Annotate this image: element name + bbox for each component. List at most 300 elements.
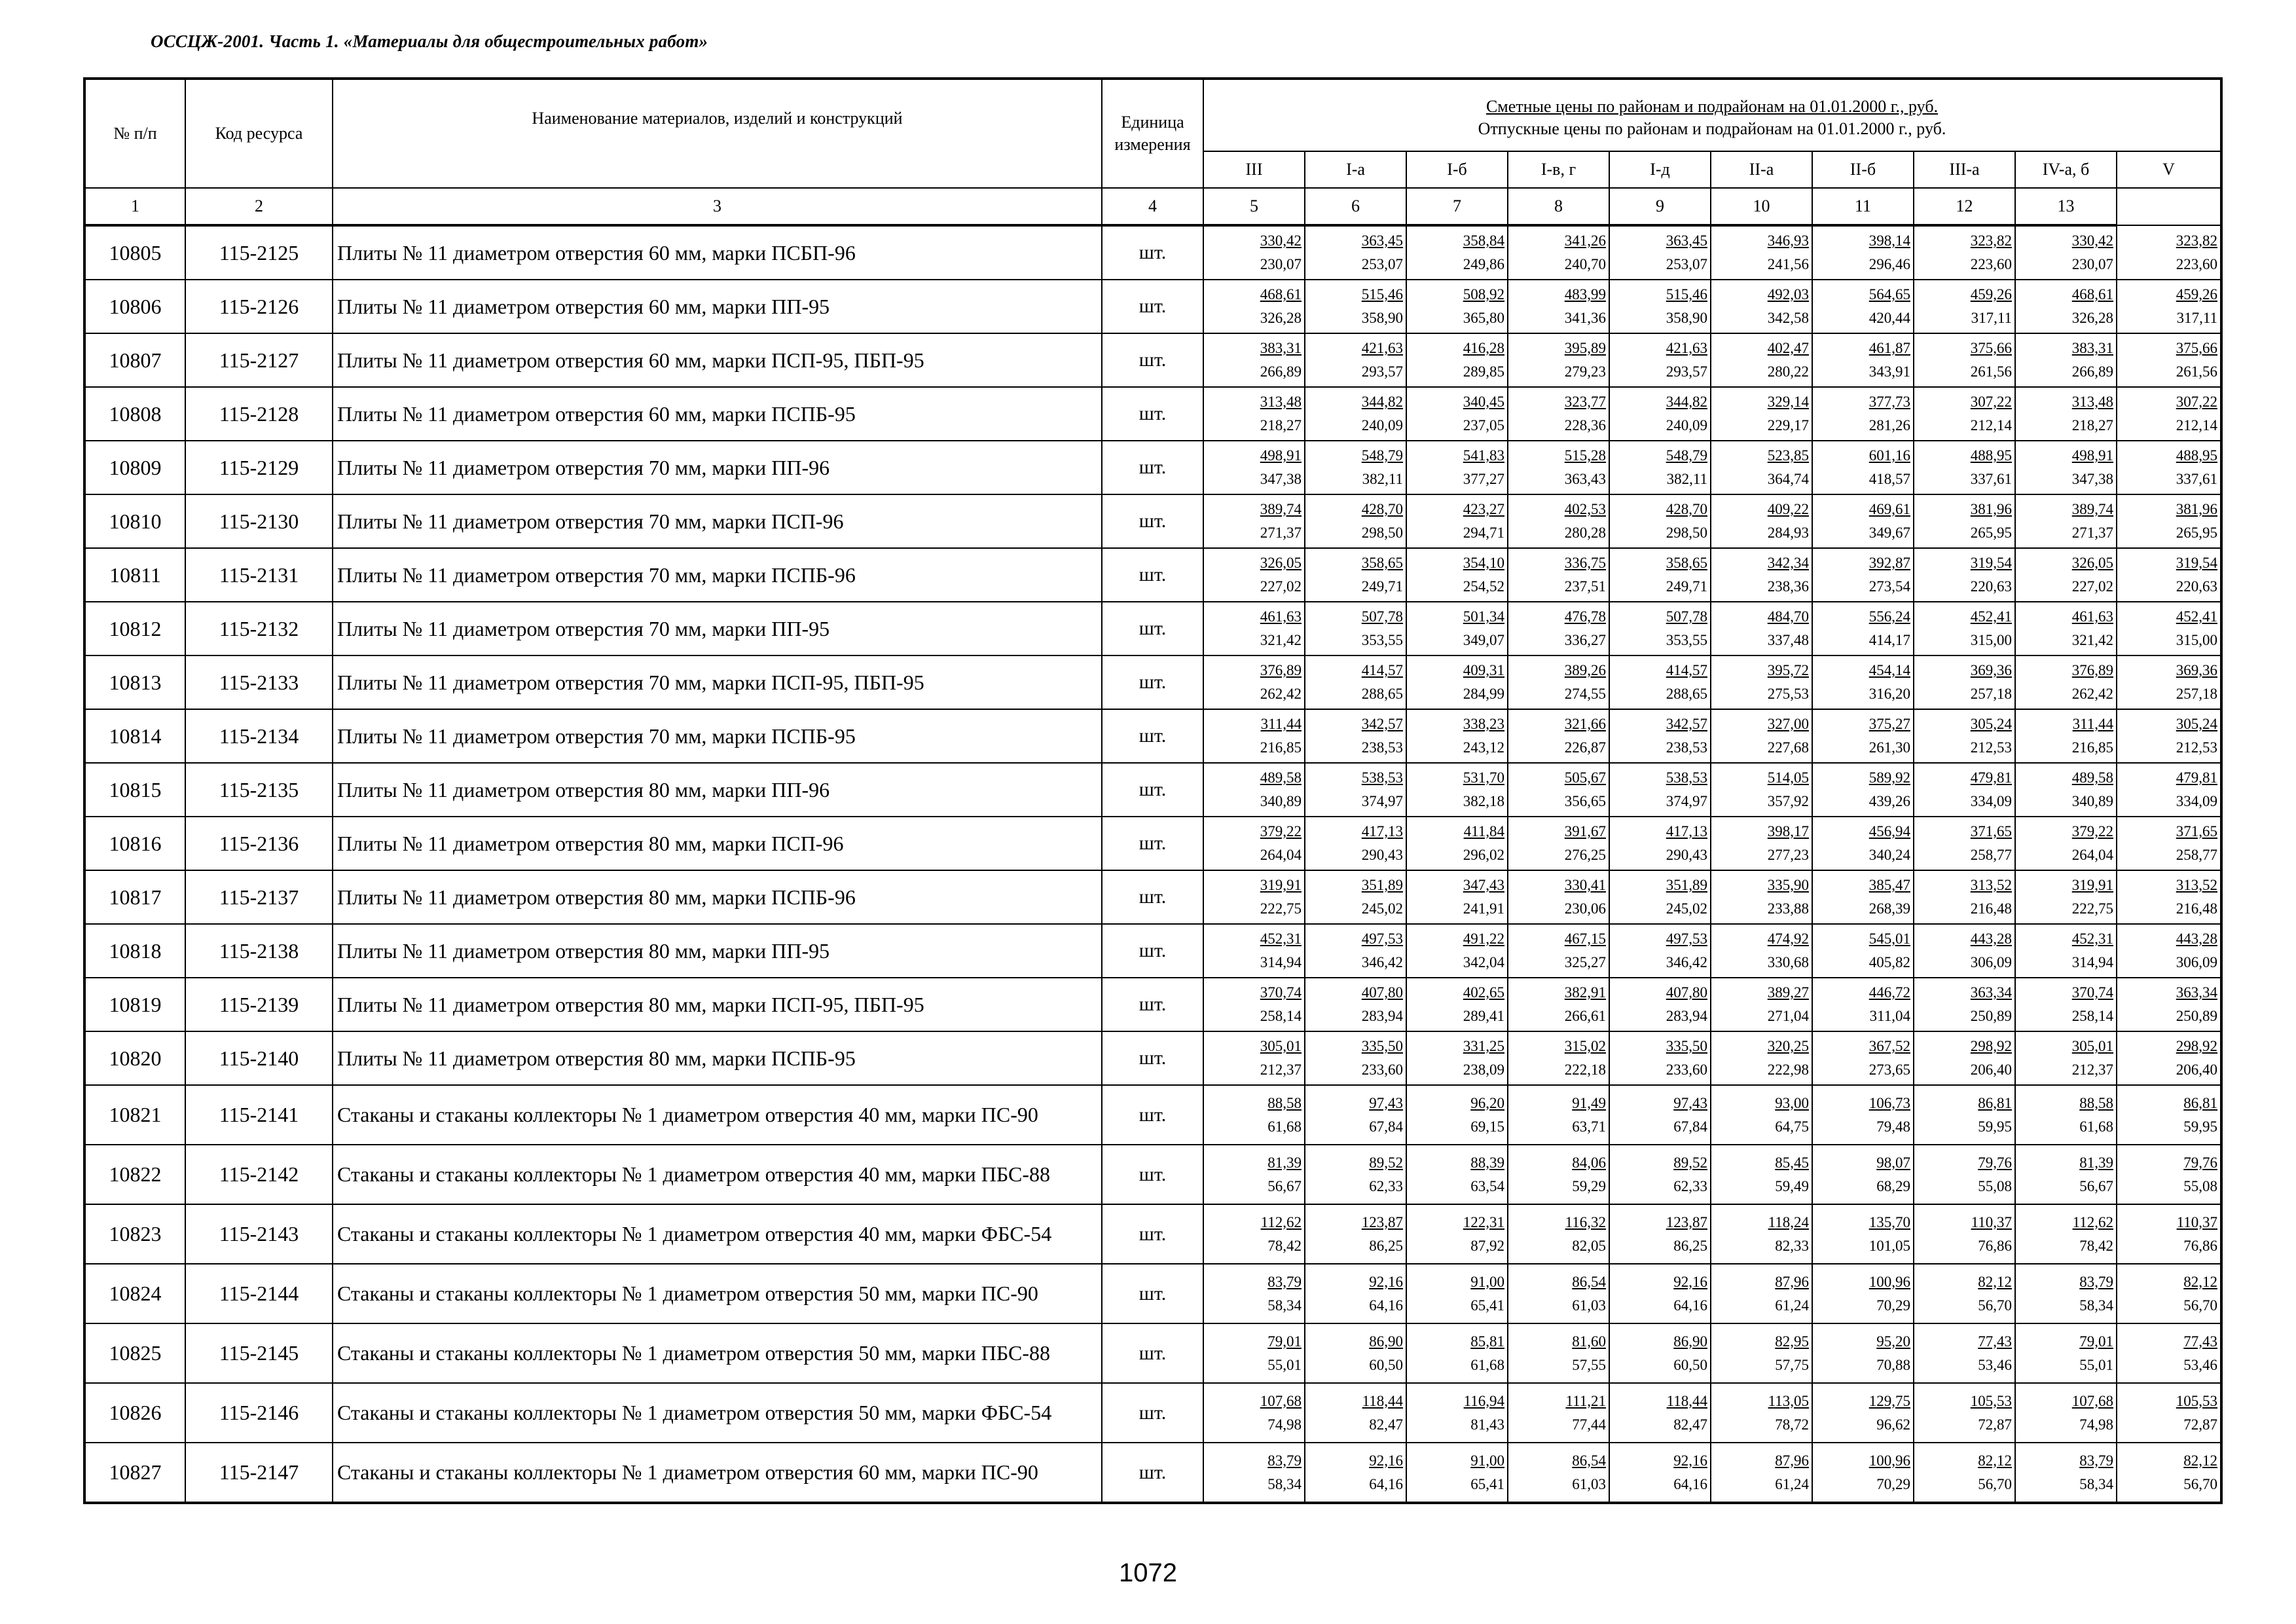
estimate-price: 407,80 — [1666, 984, 1707, 1001]
price-cell — [1711, 602, 1812, 655]
release-price: 63,54 — [1470, 1177, 1504, 1194]
price-cell — [2117, 817, 2221, 870]
release-price: 70,29 — [1876, 1475, 1910, 1492]
price-cell — [2117, 1204, 2221, 1264]
estimate-price: 298,92 — [1970, 1038, 2012, 1054]
release-price: 229,17 — [1767, 417, 1809, 434]
estimate-price: 548,79 — [1361, 447, 1403, 464]
column-number: 7 — [1406, 188, 1508, 225]
release-price: 76,86 — [1978, 1237, 2012, 1254]
release-price: 271,37 — [2071, 525, 2113, 541]
estimate-price: 344,82 — [1361, 394, 1403, 410]
price-cell — [1508, 602, 1609, 655]
release-price: 57,75 — [1775, 1356, 1809, 1373]
estimate-price: 82,95 — [1775, 1333, 1809, 1350]
estimate-price: 416,28 — [1463, 340, 1504, 356]
release-price: 56,70 — [1978, 1297, 2012, 1314]
price-cell — [2015, 709, 2117, 763]
price-cell — [1508, 1204, 1609, 1264]
price-cell — [1406, 1383, 1508, 1443]
price-cell — [1812, 1323, 1914, 1383]
region-header: II-б — [1812, 151, 1914, 188]
estimate-price: 443,28 — [1970, 931, 2012, 947]
price-cell — [1508, 924, 1609, 978]
release-price: 64,16 — [1673, 1297, 1707, 1314]
price-cell — [1406, 1323, 1508, 1383]
release-price: 220,63 — [1970, 578, 2012, 595]
price-table-body — [84, 79, 2221, 1503]
release-price: 70,29 — [1876, 1297, 1910, 1314]
region-header: IV-а, б — [2015, 151, 2117, 188]
release-price: 227,02 — [2071, 578, 2113, 595]
price-cell — [1711, 763, 1812, 817]
release-price: 274,55 — [1564, 686, 1606, 702]
estimate-price: 489,58 — [1260, 769, 1302, 786]
estimate-price: 100,96 — [1868, 1452, 1910, 1469]
resource-code: 115-2146 — [185, 1383, 333, 1443]
price-cell — [2015, 924, 2117, 978]
release-price: 296,46 — [1868, 256, 1910, 272]
price-cell — [1914, 1443, 2015, 1503]
price-cell — [1203, 387, 1305, 441]
release-price: 78,42 — [1267, 1237, 1302, 1254]
header-estimate-prices: Сметные цены по районам и подрайонам на 01.01.2000 г., руб. — [1485, 97, 1939, 116]
price-cell — [2117, 978, 2221, 1031]
row-number: 10808 — [84, 387, 185, 441]
estimate-price: 123,87 — [1361, 1213, 1403, 1230]
estimate-price: 100,96 — [1868, 1273, 1910, 1290]
price-cell — [2015, 1323, 2117, 1383]
page-number: 1072 — [1119, 1559, 1177, 1587]
estimate-price: 311,44 — [1260, 716, 1302, 732]
release-price: 59,95 — [1978, 1118, 2012, 1135]
price-cell — [1508, 1031, 1609, 1085]
release-price: 240,09 — [1361, 417, 1403, 434]
estimate-price: 421,63 — [1666, 340, 1707, 356]
price-cell — [1812, 494, 1914, 548]
price-cell — [1305, 1145, 1406, 1204]
release-price: 241,91 — [1463, 900, 1504, 917]
release-price: 347,38 — [2071, 471, 2113, 487]
price-cell — [1609, 817, 1711, 870]
column-number: 13 — [2015, 188, 2117, 225]
estimate-price: 454,14 — [1868, 662, 1910, 678]
release-price: 346,42 — [1666, 954, 1707, 970]
estimate-price: 371,65 — [1970, 823, 2012, 840]
estimate-price: 351,89 — [1666, 877, 1707, 893]
price-cell — [1305, 709, 1406, 763]
estimate-price: 344,82 — [1666, 394, 1707, 410]
unit: шт. — [1102, 548, 1203, 602]
release-price: 64,16 — [1673, 1475, 1707, 1492]
estimate-price: 376,89 — [2071, 662, 2113, 678]
table-header-row — [84, 79, 2221, 151]
price-cell — [1609, 441, 1711, 494]
estimate-price: 85,45 — [1775, 1154, 1809, 1171]
estimate-price: 531,70 — [1463, 769, 1504, 786]
price-cell — [1305, 441, 1406, 494]
estimate-price: 381,96 — [2176, 501, 2218, 517]
release-price: 72,87 — [2183, 1416, 2218, 1433]
material-name: Плиты № 11 диаметром отверстия 70 мм, марки ПП-95 — [333, 602, 1102, 655]
region-header: II-а — [1711, 151, 1812, 188]
release-price: 317,11 — [2176, 310, 2218, 326]
estimate-price: 389,27 — [1767, 984, 1809, 1001]
price-cell — [2117, 494, 2221, 548]
release-price: 298,50 — [1361, 525, 1403, 541]
release-price: 284,93 — [1767, 525, 1809, 541]
unit: шт. — [1102, 1323, 1203, 1383]
column-number: 9 — [1609, 188, 1711, 225]
release-price: 240,70 — [1564, 256, 1606, 272]
row-number: 10816 — [84, 817, 185, 870]
estimate-price: 92,16 — [1673, 1452, 1707, 1469]
table-row — [84, 225, 2221, 280]
row-number: 10814 — [84, 709, 185, 763]
release-price: 281,26 — [1868, 417, 1910, 434]
table-row — [84, 548, 2221, 602]
price-cell — [1406, 709, 1508, 763]
release-price: 316,20 — [1868, 686, 1910, 702]
row-number: 10826 — [84, 1383, 185, 1443]
material-name: Плиты № 11 диаметром отверстия 80 мм, марки ПСПБ-96 — [333, 870, 1102, 924]
unit: шт. — [1102, 763, 1203, 817]
price-cell — [2015, 655, 2117, 709]
price-cell — [2117, 655, 2221, 709]
release-price: 268,39 — [1868, 900, 1910, 917]
release-price: 58,34 — [2079, 1475, 2113, 1492]
estimate-price: 307,22 — [2176, 394, 2218, 410]
release-price: 262,42 — [1260, 686, 1302, 702]
estimate-price: 342,57 — [1666, 716, 1707, 732]
resource-code: 115-2125 — [185, 225, 333, 280]
release-price: 363,43 — [1564, 471, 1606, 487]
table-row — [84, 1204, 2221, 1264]
release-price: 59,95 — [2183, 1118, 2218, 1135]
estimate-price: 89,52 — [1673, 1154, 1707, 1171]
estimate-price: 483,99 — [1564, 286, 1606, 303]
region-header: I-в, г — [1508, 151, 1609, 188]
estimate-price: 459,26 — [1970, 286, 2012, 303]
estimate-price: 376,89 — [1260, 662, 1302, 678]
table-row — [84, 1031, 2221, 1085]
table-row — [84, 1323, 2221, 1383]
release-price: 288,65 — [1361, 686, 1403, 702]
price-cell — [1305, 1031, 1406, 1085]
price-cell — [1812, 441, 1914, 494]
estimate-price: 82,12 — [2183, 1273, 2218, 1290]
release-price: 230,07 — [1260, 256, 1302, 272]
price-cell — [1305, 333, 1406, 387]
table-row — [84, 387, 2221, 441]
price-cell — [1609, 709, 1711, 763]
header-unit: Единица измерения — [1102, 79, 1203, 188]
unit: шт. — [1102, 1204, 1203, 1264]
unit: шт. — [1102, 494, 1203, 548]
price-cell — [1711, 441, 1812, 494]
row-number: 10822 — [84, 1145, 185, 1204]
estimate-price: 459,26 — [2176, 286, 2218, 303]
row-number: 10819 — [84, 978, 185, 1031]
price-cell — [2117, 1145, 2221, 1204]
estimate-price: 335,50 — [1666, 1038, 1707, 1054]
price-cell — [2015, 1145, 2117, 1204]
row-number: 10821 — [84, 1085, 185, 1145]
material-name: Плиты № 11 диаметром отверстия 60 мм, марки ПСП-95, ПБП-95 — [333, 333, 1102, 387]
price-cell — [2117, 1031, 2221, 1085]
price-cell — [1508, 655, 1609, 709]
release-price: 347,38 — [1260, 471, 1302, 487]
estimate-price: 92,16 — [1369, 1452, 1403, 1469]
price-cell — [1305, 1443, 1406, 1503]
estimate-price: 389,26 — [1564, 662, 1606, 678]
header-price-caption — [1203, 79, 2221, 151]
unit: шт. — [1102, 441, 1203, 494]
release-price: 216,48 — [1970, 900, 2012, 917]
release-price: 240,09 — [1666, 417, 1707, 434]
estimate-price: 135,70 — [1868, 1213, 1910, 1230]
price-cell — [2015, 548, 2117, 602]
price-cell — [1508, 494, 1609, 548]
release-price: 63,71 — [1572, 1118, 1606, 1135]
release-price: 261,30 — [1868, 739, 1910, 756]
release-price: 321,42 — [1260, 632, 1302, 648]
price-cell — [1203, 333, 1305, 387]
table-row — [84, 280, 2221, 333]
estimate-price: 83,79 — [2079, 1452, 2113, 1469]
release-price: 358,90 — [1666, 310, 1707, 326]
estimate-price: 505,67 — [1564, 769, 1606, 786]
estimate-price: 305,01 — [2071, 1038, 2113, 1054]
estimate-price: 106,73 — [1868, 1094, 1910, 1111]
material-name: Плиты № 11 диаметром отверстия 80 мм, марки ПСПБ-95 — [333, 1031, 1102, 1085]
price-cell — [1305, 1383, 1406, 1443]
price-cell — [1914, 709, 2015, 763]
price-cell — [1711, 548, 1812, 602]
price-cell — [1203, 1031, 1305, 1085]
material-name: Плиты № 11 диаметром отверстия 70 мм, марки ПСП-96 — [333, 494, 1102, 548]
estimate-price: 489,58 — [2071, 769, 2113, 786]
estimate-price: 92,16 — [1369, 1273, 1403, 1290]
release-price: 230,07 — [2071, 256, 2113, 272]
estimate-price: 342,34 — [1767, 555, 1809, 571]
release-price: 87,92 — [1470, 1237, 1504, 1254]
estimate-price: 545,01 — [1868, 931, 1910, 947]
price-cell — [1914, 978, 2015, 1031]
row-number: 10812 — [84, 602, 185, 655]
estimate-price: 123,87 — [1666, 1213, 1707, 1230]
release-price: 74,98 — [1267, 1416, 1302, 1433]
material-name: Плиты № 11 диаметром отверстия 70 мм, марки ПП-96 — [333, 441, 1102, 494]
estimate-price: 491,22 — [1463, 931, 1504, 947]
release-price: 273,54 — [1868, 578, 1910, 595]
release-price: 340,89 — [1260, 793, 1302, 809]
release-price: 330,68 — [1767, 954, 1809, 970]
estimate-price: 377,73 — [1868, 394, 1910, 410]
table-row — [84, 1145, 2221, 1204]
resource-code: 115-2136 — [185, 817, 333, 870]
price-cell — [1508, 1323, 1609, 1383]
release-price: 243,12 — [1463, 739, 1504, 756]
release-price: 264,04 — [2071, 847, 2113, 863]
release-price: 58,34 — [2079, 1297, 2113, 1314]
release-price: 250,89 — [2176, 1008, 2218, 1024]
release-price: 61,24 — [1775, 1297, 1809, 1314]
estimate-price: 369,36 — [1970, 662, 2012, 678]
estimate-price: 389,74 — [1260, 501, 1302, 517]
estimate-price: 330,41 — [1564, 877, 1606, 893]
release-price: 258,77 — [2176, 847, 2218, 863]
price-cell — [1508, 870, 1609, 924]
estimate-price: 523,85 — [1767, 447, 1809, 464]
release-price: 233,60 — [1361, 1061, 1403, 1078]
release-price: 82,05 — [1572, 1237, 1606, 1254]
price-cell — [1203, 1204, 1305, 1264]
estimate-price: 385,47 — [1868, 877, 1910, 893]
release-price: 101,05 — [1868, 1237, 1910, 1254]
price-cell — [1609, 280, 1711, 333]
price-cell — [1711, 709, 1812, 763]
price-cell — [1203, 978, 1305, 1031]
estimate-price: 484,70 — [1767, 608, 1809, 625]
estimate-price: 330,42 — [1260, 232, 1302, 249]
release-price: 280,28 — [1564, 525, 1606, 541]
release-price: 212,53 — [1970, 739, 2012, 756]
price-cell — [1406, 548, 1508, 602]
row-number: 10823 — [84, 1204, 185, 1264]
price-cell — [2015, 602, 2117, 655]
release-price: 321,42 — [2071, 632, 2113, 648]
estimate-price: 335,90 — [1767, 877, 1809, 893]
release-price: 228,36 — [1564, 417, 1606, 434]
release-price: 290,43 — [1666, 847, 1707, 863]
estimate-price: 305,01 — [1260, 1038, 1302, 1054]
price-cell — [1711, 978, 1812, 1031]
price-cell — [1914, 870, 2015, 924]
estimate-price: 407,80 — [1361, 984, 1403, 1001]
release-price: 265,95 — [2176, 525, 2218, 541]
estimate-price: 443,28 — [2176, 931, 2218, 947]
estimate-price: 421,63 — [1361, 340, 1403, 356]
estimate-price: 381,96 — [1970, 501, 2012, 517]
estimate-price: 110,37 — [1971, 1213, 2012, 1230]
estimate-price: 105,53 — [2176, 1392, 2218, 1409]
release-price: 439,26 — [1868, 793, 1910, 809]
price-cell — [1609, 494, 1711, 548]
release-price: 78,42 — [2079, 1237, 2113, 1254]
estimate-price: 375,66 — [1970, 340, 2012, 356]
estimate-price: 492,03 — [1767, 286, 1809, 303]
estimate-price: 501,34 — [1463, 608, 1504, 625]
estimate-price: 95,20 — [1876, 1333, 1910, 1350]
release-price: 64,16 — [1369, 1297, 1403, 1314]
price-cell — [1609, 1085, 1711, 1145]
price-cell — [2117, 548, 2221, 602]
material-name: Плиты № 11 диаметром отверстия 80 мм, марки ПП-96 — [333, 763, 1102, 817]
estimate-price: 402,53 — [1564, 501, 1606, 517]
price-cell — [1609, 924, 1711, 978]
release-price: 206,40 — [2176, 1061, 2218, 1078]
row-number: 10809 — [84, 441, 185, 494]
material-name: Стаканы и стаканы коллекторы № 1 диаметром отверстия 40 мм, марки ПБС-88 — [333, 1145, 1102, 1204]
release-price: 294,71 — [1463, 525, 1504, 541]
estimate-price: 375,66 — [2176, 340, 2218, 356]
release-price: 222,75 — [2071, 900, 2113, 917]
price-cell — [1711, 924, 1812, 978]
estimate-price: 398,14 — [1868, 232, 1910, 249]
release-price: 67,84 — [1369, 1118, 1403, 1135]
estimate-price: 382,91 — [1564, 984, 1606, 1001]
estimate-price: 456,94 — [1868, 823, 1910, 840]
price-cell — [1914, 1264, 2015, 1323]
price-cell — [1914, 763, 2015, 817]
price-cell — [1305, 1323, 1406, 1383]
release-price: 56,70 — [2183, 1475, 2218, 1492]
price-cell — [1305, 548, 1406, 602]
price-cell — [1305, 494, 1406, 548]
estimate-price: 327,00 — [1767, 716, 1809, 732]
release-price: 56,70 — [1978, 1475, 2012, 1492]
estimate-price: 446,72 — [1868, 984, 1910, 1001]
estimate-price: 122,31 — [1463, 1213, 1504, 1230]
estimate-price: 113,05 — [1768, 1392, 1809, 1409]
table-row — [84, 817, 2221, 870]
estimate-price: 497,53 — [1361, 931, 1403, 947]
release-price: 337,48 — [1767, 632, 1809, 648]
document-header-title: ОССЦЖ-2001. Часть 1. «Материалы для общестроительных работ» — [151, 31, 708, 51]
price-cell — [1406, 1204, 1508, 1264]
release-price: 86,25 — [1369, 1237, 1403, 1254]
region-header: I-б — [1406, 151, 1508, 188]
estimate-price: 354,10 — [1463, 555, 1504, 571]
release-price: 290,43 — [1361, 847, 1403, 863]
release-price: 56,67 — [1267, 1177, 1302, 1194]
estimate-price: 81,39 — [1267, 1154, 1302, 1171]
price-cell — [1406, 387, 1508, 441]
material-name: Плиты № 11 диаметром отверстия 60 мм, марки ПСБП-96 — [333, 225, 1102, 280]
price-cell — [1711, 1145, 1812, 1204]
estimate-price: 77,43 — [1978, 1333, 2012, 1350]
estimate-price: 91,49 — [1572, 1094, 1606, 1111]
release-price: 55,01 — [2079, 1356, 2113, 1373]
release-price: 65,41 — [1470, 1475, 1504, 1492]
release-price: 258,77 — [1970, 847, 2012, 863]
release-price: 261,56 — [2176, 363, 2218, 380]
price-cell — [2117, 387, 2221, 441]
price-cell — [1406, 655, 1508, 709]
estimate-price: 468,61 — [2071, 286, 2113, 303]
release-price: 334,09 — [1970, 793, 2012, 809]
price-cell — [1914, 602, 2015, 655]
estimate-price: 319,91 — [1260, 877, 1302, 893]
estimate-price: 414,57 — [1361, 662, 1403, 678]
estimate-price: 508,92 — [1463, 286, 1504, 303]
price-cell — [1203, 1145, 1305, 1204]
release-price: 250,89 — [1970, 1008, 2012, 1024]
release-price: 222,98 — [1767, 1061, 1809, 1078]
release-price: 326,28 — [2071, 310, 2113, 326]
release-price: 245,02 — [1361, 900, 1403, 917]
estimate-price: 89,52 — [1369, 1154, 1403, 1171]
release-price: 61,24 — [1775, 1475, 1809, 1492]
estimate-price: 398,17 — [1767, 823, 1809, 840]
price-cell — [1914, 1031, 2015, 1085]
resource-code: 115-2127 — [185, 333, 333, 387]
estimate-price: 371,65 — [2176, 823, 2218, 840]
column-number: 4 — [1102, 188, 1203, 225]
release-price: 326,28 — [1260, 310, 1302, 326]
estimate-price: 323,82 — [2176, 232, 2218, 249]
